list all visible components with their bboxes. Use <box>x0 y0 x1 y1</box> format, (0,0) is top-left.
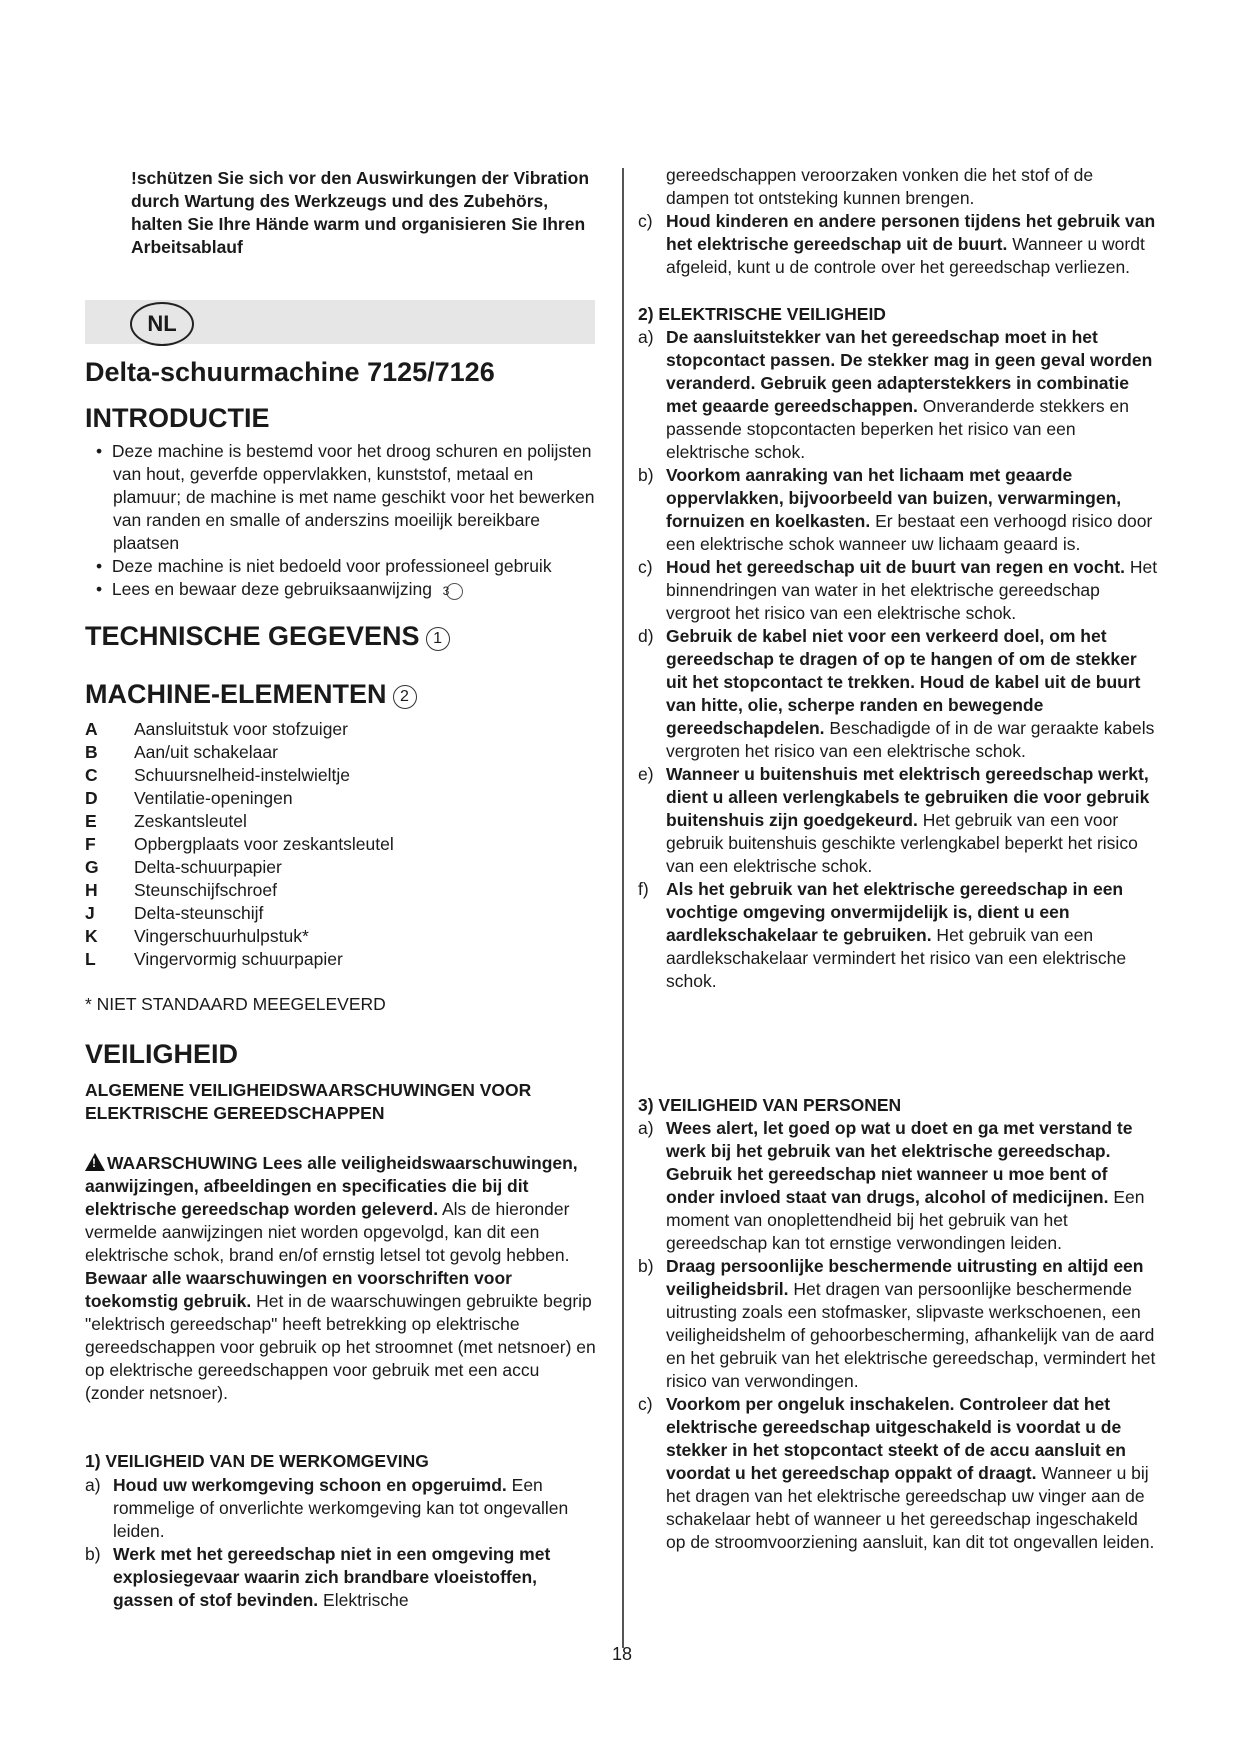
not-standard-note: * NIET STANDAARD MEEGELEVERD <box>85 994 386 1014</box>
element-key: E <box>85 811 97 831</box>
intro-list <box>85 440 595 601</box>
element-label: Vingervormig schuurpapier <box>134 949 343 969</box>
element-key: A <box>85 719 98 739</box>
section3-heading: 3) VEILIGHEID VAN PERSONEN <box>638 1095 902 1115</box>
item-marker: d) <box>638 626 654 646</box>
element-key: D <box>85 788 98 808</box>
item-marker: a) <box>638 1118 654 1138</box>
item-marker: c) <box>638 211 653 231</box>
list-item <box>85 1474 595 1543</box>
item-text: Het binnendringen van water in het elektrische gereedschap vergroot het risico van een elektrische schok. <box>666 557 1158 623</box>
item-text: Wanneer u wordt afgeleid, kunt u de controle over het gereedschap verliezen. <box>666 234 1145 277</box>
item-bold: Draag persoonlijke beschermende uitrusting en altijd een veiligheidsbril. <box>666 1256 1144 1299</box>
element-row <box>85 741 595 764</box>
item-bold: Houd kinderen en andere personen tijdens het gebruik van het elektrische gereedschap uit de buurt. <box>666 211 1156 254</box>
item-bold: Wanneer u buitenshuis met elektrisch gereedschap werkt, dient u alleen verlengkabels te gebruiken die voor gebruik buitenshuis zijn goedgekeurd. <box>666 764 1150 830</box>
element-label: Zeskantsleutel <box>134 811 247 831</box>
list-item <box>638 763 1158 878</box>
section2-list <box>638 326 1158 993</box>
item-marker: b) <box>638 1256 654 1276</box>
item-text: Er bestaat een verhoogd risico door een elektrische schok wanneer uw lichaam geaard is. <box>666 511 1153 554</box>
element-label: Aansluitstuk voor stofzuiger <box>134 719 348 739</box>
element-label: Opbergplaats voor zeskantsleutel <box>134 834 394 854</box>
section1-heading: 1) VEILIGHEID VAN DE WERKOMGEVING <box>85 1451 429 1471</box>
item-bold: Als het gebruik van het elektrische gereedschap in een vochtige omgeving onvermijdelijk is, dient u een aardlekschakelaar te gebruiken. <box>666 879 1124 945</box>
intro-heading: INTRODUCTIE <box>85 403 270 433</box>
intro-bullet-2: • Deze machine is niet bedoeld voor professioneel gebruik <box>96 556 552 576</box>
element-key: C <box>85 765 98 785</box>
item-marker: c) <box>638 1394 653 1414</box>
item-marker: f) <box>638 879 649 899</box>
element-key: B <box>85 742 98 762</box>
element-row <box>85 810 595 833</box>
element-key: G <box>85 857 99 877</box>
element-row <box>85 764 595 787</box>
element-label: Aan/uit schakelaar <box>134 742 278 762</box>
element-row <box>85 787 595 810</box>
warning-triangle-icon <box>85 1153 105 1171</box>
vibration-warning: !schützen Sie sich vor den Auswirkungen der Vibration durch Wartung des Werkzeugs und des Zubehörs, halten Sie Ihre Hände warm und organisieren Sie Ihren Arbeitsablauf <box>131 168 590 257</box>
intro-bullet-3: • Lees en bewaar deze gebruiksaanwijzing 3 <box>85 578 595 601</box>
list-item <box>638 464 1158 556</box>
figure-ref-2: 2 <box>393 685 417 709</box>
element-row <box>85 925 595 948</box>
element-key: H <box>85 880 98 900</box>
item-bold: Gebruik de kabel niet voor een verkeerd doel, om het gereedschap te dragen of op te hangen of om de stekker uit het stopcontact te trekken. Houd de kabel uit de buurt van hitte, olie, scherpe randen en bewegende gereedschapdelen. <box>666 626 1141 738</box>
item-bold: Houd het gereedschap uit de buurt van regen en vocht. <box>666 557 1125 577</box>
element-key: L <box>85 949 96 969</box>
safety-heading: VEILIGHEID <box>85 1039 239 1069</box>
warning-text-2: Het in de waarschuwingen gebruikte begrip "elektrisch gereedschap" heeft betrekking op elektrische gereedschappen voor gebruik op het stroomnet (met netsnoer) en op elektrische gereedschappen voor gebruik met een accu (zonder netsnoer). <box>85 1291 596 1403</box>
list-item <box>638 1255 1158 1393</box>
list-item <box>85 1543 595 1612</box>
section1-item-c <box>638 210 1158 279</box>
intro-bullet-1: • Deze machine is bestemd voor het droog schuren en polijsten van hout, geverfde oppervlakken, kunststof, metaal en plamuur; de machine is met name geschikt voor het bewerken van randen en smalle of anderszins moeilijk bereikbare plaatsen <box>96 441 595 553</box>
item-text: Het gebruik van een aardlekschakelaar vermindert het risico van een elektrische schok. <box>666 925 1127 991</box>
item-text: Onveranderde stekkers en passende stopcontacten beperken het risico van een elektrische schok. <box>666 396 1129 462</box>
list-item <box>638 556 1158 625</box>
item-text: Het gebruik van een voor gebruik buitenshuis geschikte verlengkabel beperkt het risico van een elektrische schok. <box>666 810 1138 876</box>
element-label: Delta-schuurpapier <box>134 857 282 877</box>
warning-bold-1: WAARSCHUWING Lees alle veiligheidswaarschuwingen, aanwijzingen, afbeeldingen en specificaties die bij dit elektrische gereedschap worden geleverd. <box>85 1153 578 1219</box>
language-badge: NL <box>130 302 194 346</box>
page-number: 18 <box>612 1644 633 1664</box>
figure-ref-3: 3 <box>446 583 463 600</box>
element-label: Vingerschuurhulpstuk* <box>134 926 309 946</box>
element-row <box>85 833 595 856</box>
element-row <box>85 856 595 879</box>
column-divider <box>622 168 624 1648</box>
item-marker: c) <box>638 557 653 577</box>
warning-bold-2: Bewaar alle waarschuwingen en voorschriften voor toekomstig gebruik. <box>85 1268 512 1311</box>
warning-text-1: Als de hieronder vermelde aanwijzingen niet worden opgevolgd, kan dit een elektrische schok, brand en/of ernstig letsel tot gevolg hebben. <box>85 1199 570 1265</box>
item-bold: Voorkom aanraking van het lichaam met geaarde oppervlakken, bijvoorbeeld van buizen, verwarmingen, fornuizen en koelkasten. <box>666 465 1122 531</box>
list-item <box>638 878 1158 993</box>
list-item <box>638 1117 1158 1255</box>
element-key: F <box>85 834 96 854</box>
product-title: Delta-schuurmachine 7125/7126 <box>85 357 495 387</box>
element-row <box>85 948 595 971</box>
elements-list <box>85 718 595 971</box>
item-marker: b) <box>85 1544 101 1564</box>
list-item <box>638 326 1158 464</box>
item-marker: e) <box>638 764 654 784</box>
item-bold: De aansluitstekker van het gereedschap moet in het stopcontact passen. De stekker mag in geen geval worden veranderd. Gebruik geen adapterstekkers in combinatie met geaarde gereedschappen. <box>666 327 1153 416</box>
general-warnings-heading: ALGEMENE VEILIGHEIDSWAARSCHUWINGEN VOOR ELEKTRISCHE GEREEDSCHAPPEN <box>85 1080 532 1123</box>
element-row <box>85 718 595 741</box>
continuation-text: gereedschappen veroorzaken vonken die het stof of de dampen tot ontsteking kunnen brengen. <box>666 165 1094 208</box>
tech-heading <box>85 620 450 652</box>
item-text: Wanneer u bij het dragen van het elektrische gereedschap uw vinger aan de schakelaar hebt of wanneer u het gereedschap ingeschakeld op de stroomvoorziening aansluit, kan dit tot ongevallen leiden. <box>666 1463 1155 1552</box>
element-label: Steunschijfschroef <box>134 880 277 900</box>
element-label: Schuursnelheid-instelwieltje <box>134 765 350 785</box>
elements-heading-text: MACHINE-ELEMENTEN <box>85 679 387 709</box>
item-text: Een moment van onoplettendheid bij het gebruik van het gereedschap kan tot ernstige verwondingen leiden. <box>666 1187 1145 1253</box>
item-marker: b) <box>638 465 654 485</box>
item-text: Beschadigde of in de war geraakte kabels vergroten het risico van een elektrische schok. <box>666 718 1155 761</box>
element-key: K <box>85 926 98 946</box>
item-text: Het dragen van persoonlijke beschermende uitrusting zoals een stofmasker, slipvaste werkschoenen, een veiligheidshelm of gehoorbescherming, afhankelijk van de aard en het gebruik van het elektrische gereedschap, vermindert het risico van verwondingen. <box>666 1279 1156 1391</box>
section3-list <box>638 1117 1158 1554</box>
list-item <box>638 1393 1158 1554</box>
general-warning-paragraph <box>85 1152 597 1405</box>
elements-heading <box>85 678 417 710</box>
element-label: Ventilatie-openingen <box>134 788 293 808</box>
item-marker: a) <box>85 1475 101 1495</box>
item-marker: a) <box>638 327 654 347</box>
item-bold: Houd uw werkomgeving schoon en opgeruimd. <box>113 1475 507 1495</box>
element-row <box>85 879 595 902</box>
figure-ref-1: 1 <box>426 627 450 651</box>
section2-heading: 2) ELEKTRISCHE VEILIGHEID <box>638 304 886 324</box>
list-item <box>638 625 1158 763</box>
item-text: Elektrische <box>318 1590 409 1610</box>
item-text: Een rommelige of onverlichte werkomgeving kan tot ongevallen leiden. <box>113 1475 569 1541</box>
item-bold: Voorkom per ongeluk inschakelen. Controleer dat het elektrische gereedschap uitgeschakeld is voordat u de stekker in het stopcontact steekt of de accu aansluit en voordat u het gereedschap oppakt of draagt. <box>666 1394 1126 1483</box>
element-row <box>85 902 595 925</box>
element-label: Delta-steunschijf <box>134 903 264 923</box>
item-bold: Wees alert, let goed op wat u doet en ga met verstand te werk bij het gebruik van het elektrische gereedschap. Gebruik het gereedschap niet wanneer u moe bent of onder invloed staat van drugs, alcohol of medicijnen. <box>666 1118 1133 1207</box>
item-bold: Werk met het gereedschap niet in een omgeving met explosiegevaar waarin zich brandbare vloeistoffen, gassen of stof bevinden. <box>113 1544 551 1610</box>
tech-heading-text: TECHNISCHE GEGEVENS <box>85 621 420 651</box>
element-key: J <box>85 903 95 923</box>
section1-list <box>85 1474 595 1612</box>
